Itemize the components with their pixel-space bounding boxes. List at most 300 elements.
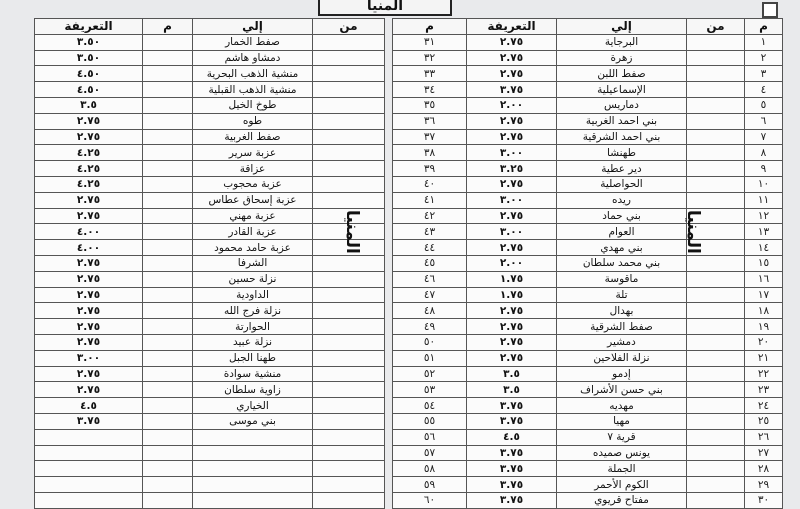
table-row xyxy=(35,366,385,382)
row-number: ٢٢ xyxy=(745,366,783,382)
row-from xyxy=(313,287,385,303)
row-fare: ٢.٧٥ xyxy=(467,350,557,366)
row-spacer xyxy=(143,461,193,477)
table-row xyxy=(393,240,783,256)
row-fare xyxy=(35,461,143,477)
row-from xyxy=(313,161,385,177)
row-fare: ٣.٠٠ xyxy=(35,350,143,366)
table-row xyxy=(393,34,783,50)
row-number: ٨ xyxy=(745,145,783,161)
row-from xyxy=(687,319,745,335)
row-number: ٤٨ xyxy=(393,303,467,319)
row-number: ٤٤ xyxy=(393,240,467,256)
row-number: ٥٤ xyxy=(393,398,467,414)
header-num: م xyxy=(745,19,783,35)
table-row xyxy=(393,66,783,82)
table-row xyxy=(35,176,385,192)
page-title: المنيا xyxy=(318,0,452,16)
row-from xyxy=(313,319,385,335)
row-spacer xyxy=(143,208,193,224)
row-from xyxy=(313,145,385,161)
row-from xyxy=(313,271,385,287)
vertical-origin-label-left: المنيا xyxy=(342,210,362,254)
table-row xyxy=(393,224,783,240)
row-from xyxy=(313,82,385,98)
row-number: ٤ xyxy=(745,82,783,98)
row-number: ١١ xyxy=(745,192,783,208)
row-destination: الداودية xyxy=(193,287,313,303)
table-row xyxy=(35,224,385,240)
row-fare: ٢.٧٥ xyxy=(467,240,557,256)
row-from xyxy=(313,97,385,113)
table-row xyxy=(393,208,783,224)
row-fare: ٢.٧٥ xyxy=(35,334,143,350)
row-from xyxy=(687,461,745,477)
row-spacer xyxy=(143,492,193,508)
row-from xyxy=(687,271,745,287)
row-destination: إدمو xyxy=(557,366,687,382)
table-row xyxy=(35,398,385,414)
row-fare: ٤.٠٠ xyxy=(35,224,143,240)
row-number: ٣٢ xyxy=(393,50,467,66)
row-from xyxy=(687,34,745,50)
row-from xyxy=(313,50,385,66)
row-fare: ٣.٥٠ xyxy=(35,34,143,50)
row-spacer xyxy=(143,398,193,414)
row-destination: بني احمد الغربية xyxy=(557,113,687,129)
row-number: ٥٧ xyxy=(393,445,467,461)
row-from xyxy=(687,429,745,445)
row-fare: ٣.٧٥ xyxy=(467,461,557,477)
row-destination: طوه xyxy=(193,113,313,129)
row-from xyxy=(687,129,745,145)
row-from xyxy=(313,113,385,129)
row-from xyxy=(313,255,385,271)
row-spacer xyxy=(143,176,193,192)
table-row xyxy=(393,82,783,98)
row-number: ٢٦ xyxy=(745,429,783,445)
row-number: ٥ xyxy=(745,97,783,113)
row-number: ٥١ xyxy=(393,350,467,366)
row-number: ٣٣ xyxy=(393,66,467,82)
row-from xyxy=(313,129,385,145)
row-destination: صفط الغربية xyxy=(193,129,313,145)
row-fare: ٣.٧٥ xyxy=(467,413,557,429)
row-fare: ٢.٧٥ xyxy=(35,319,143,335)
row-spacer xyxy=(143,50,193,66)
row-destination: بني محمد سلطان xyxy=(557,255,687,271)
row-number: ١٥ xyxy=(745,255,783,271)
row-number: ١٠ xyxy=(745,176,783,192)
row-spacer xyxy=(143,129,193,145)
row-fare: ٣.٧٥ xyxy=(467,398,557,414)
table-row xyxy=(393,303,783,319)
row-destination: زاوية سلطان xyxy=(193,382,313,398)
row-destination: العوام xyxy=(557,224,687,240)
row-from xyxy=(687,366,745,382)
row-destination: عزبة القادر xyxy=(193,224,313,240)
row-destination: الشرفا xyxy=(193,255,313,271)
row-number: ١٣ xyxy=(745,224,783,240)
row-number: ٤٣ xyxy=(393,224,467,240)
table-row xyxy=(393,445,783,461)
row-spacer xyxy=(143,287,193,303)
row-fare: ٢.٧٥ xyxy=(467,129,557,145)
table-row xyxy=(393,50,783,66)
table-row xyxy=(393,477,783,493)
row-destination: مهديه xyxy=(557,398,687,414)
row-spacer xyxy=(143,34,193,50)
table-row xyxy=(35,161,385,177)
header-num: م xyxy=(393,19,467,35)
row-number: ١٦ xyxy=(745,271,783,287)
fare-table-left xyxy=(34,18,385,509)
row-from xyxy=(687,287,745,303)
row-destination: قرية ٧ xyxy=(557,429,687,445)
row-from xyxy=(313,192,385,208)
row-spacer xyxy=(143,255,193,271)
row-spacer xyxy=(143,366,193,382)
table-row xyxy=(393,145,783,161)
row-number: ١٤ xyxy=(745,240,783,256)
row-spacer xyxy=(143,161,193,177)
table-row xyxy=(393,176,783,192)
row-fare: ٤.٠٠ xyxy=(35,240,143,256)
row-destination: نزلة عبيد xyxy=(193,334,313,350)
row-fare: ٣.٥٠ xyxy=(35,50,143,66)
table-row xyxy=(393,192,783,208)
row-destination: عزاقة xyxy=(193,161,313,177)
row-destination xyxy=(193,429,313,445)
row-fare: ٢.٧٥ xyxy=(467,303,557,319)
row-destination xyxy=(193,445,313,461)
row-spacer xyxy=(143,224,193,240)
row-number: ٤٦ xyxy=(393,271,467,287)
row-fare: ٣.٧٥ xyxy=(467,82,557,98)
row-spacer xyxy=(143,445,193,461)
row-fare: ٤.٥٠ xyxy=(35,66,143,82)
table-row xyxy=(393,492,783,508)
row-number: ٤٧ xyxy=(393,287,467,303)
row-from xyxy=(687,477,745,493)
row-number: ٣٧ xyxy=(393,129,467,145)
corner-checkbox-mark xyxy=(762,2,778,18)
row-destination: بني موسى xyxy=(193,413,313,429)
row-number: ٣٥ xyxy=(393,97,467,113)
row-from xyxy=(687,192,745,208)
header-row xyxy=(393,19,783,35)
table-row xyxy=(35,303,385,319)
row-number: ٢٨ xyxy=(745,461,783,477)
table-row xyxy=(35,445,385,461)
row-destination: نزلة الفلاحين xyxy=(557,350,687,366)
row-from xyxy=(687,350,745,366)
table-row xyxy=(393,319,783,335)
row-number: ٤٥ xyxy=(393,255,467,271)
table-row xyxy=(393,382,783,398)
row-fare: ٢.٧٥ xyxy=(35,129,143,145)
row-from xyxy=(687,176,745,192)
row-destination: عزبة مهني xyxy=(193,208,313,224)
row-fare: ٢.٧٥ xyxy=(35,303,143,319)
row-from xyxy=(687,303,745,319)
row-fare: ٣.٧٥ xyxy=(467,492,557,508)
row-fare: ٢.٧٥ xyxy=(35,287,143,303)
row-destination: منشية الذهب البحرية xyxy=(193,66,313,82)
row-number: ٤٠ xyxy=(393,176,467,192)
row-from xyxy=(687,413,745,429)
row-from xyxy=(687,82,745,98)
row-spacer xyxy=(143,240,193,256)
row-destination: بني احمد الشرقية xyxy=(557,129,687,145)
row-number: ٢ xyxy=(745,50,783,66)
table-row xyxy=(393,398,783,414)
table-row xyxy=(35,429,385,445)
row-fare: ٣.٥ xyxy=(35,97,143,113)
row-spacer xyxy=(143,97,193,113)
row-fare: ٢.٧٥ xyxy=(35,271,143,287)
row-destination: ماقوسة xyxy=(557,271,687,287)
row-number: ٣٦ xyxy=(393,113,467,129)
header-to: إلي xyxy=(193,19,313,35)
header-to: إلي xyxy=(557,19,687,35)
row-fare: ٣.٧٥ xyxy=(467,445,557,461)
table-row xyxy=(393,113,783,129)
row-destination: عزبة محجوب xyxy=(193,176,313,192)
row-number: ٤٩ xyxy=(393,319,467,335)
row-from xyxy=(313,492,385,508)
row-destination: عزبة حامد محمود xyxy=(193,240,313,256)
header-from: من xyxy=(687,19,745,35)
row-fare: ٣.٥ xyxy=(467,366,557,382)
row-number: ٥٦ xyxy=(393,429,467,445)
row-fare: ٢.٧٥ xyxy=(35,113,143,129)
row-from xyxy=(687,334,745,350)
row-from xyxy=(687,97,745,113)
table-row xyxy=(393,366,783,382)
row-number: ٩ xyxy=(745,161,783,177)
row-from xyxy=(313,34,385,50)
row-fare: ٤.٢٥ xyxy=(35,161,143,177)
row-fare: ٢.٧٥ xyxy=(467,113,557,129)
table-row xyxy=(35,192,385,208)
row-number: ٣٩ xyxy=(393,161,467,177)
row-number: ٦٠ xyxy=(393,492,467,508)
vertical-origin-label-right: المنيا xyxy=(683,210,703,254)
row-from xyxy=(687,382,745,398)
table-row xyxy=(35,97,385,113)
table-row xyxy=(35,82,385,98)
row-destination: صفط الخمار xyxy=(193,34,313,50)
row-number: ٣١ xyxy=(393,34,467,50)
table-row xyxy=(393,413,783,429)
table-row xyxy=(35,461,385,477)
row-destination: بهدال xyxy=(557,303,687,319)
table-row xyxy=(35,129,385,145)
table-row xyxy=(35,382,385,398)
header-row xyxy=(35,19,385,35)
table-row xyxy=(35,208,385,224)
row-number: ٤١ xyxy=(393,192,467,208)
row-destination: بني حسن الأشراف xyxy=(557,382,687,398)
row-number: ٧ xyxy=(745,129,783,145)
row-destination: الحواصلية xyxy=(557,176,687,192)
row-number: ٢٠ xyxy=(745,334,783,350)
row-number: ٥٥ xyxy=(393,413,467,429)
row-destination: منشية الذهب القبلية xyxy=(193,82,313,98)
row-number: ١ xyxy=(745,34,783,50)
table-row xyxy=(35,34,385,50)
table-row xyxy=(393,461,783,477)
table-row xyxy=(393,97,783,113)
row-number: ٥٨ xyxy=(393,461,467,477)
row-spacer xyxy=(143,66,193,82)
row-from xyxy=(687,445,745,461)
table-row xyxy=(35,334,385,350)
row-destination: طهنا الجبل xyxy=(193,350,313,366)
row-fare: ٢.٧٥ xyxy=(35,366,143,382)
row-destination xyxy=(193,477,313,493)
table-row xyxy=(35,319,385,335)
row-destination: دماريس xyxy=(557,97,687,113)
row-fare: ٢.٧٥ xyxy=(467,34,557,50)
table-row xyxy=(35,477,385,493)
table-row xyxy=(35,413,385,429)
row-destination xyxy=(193,492,313,508)
row-destination: دير عطية xyxy=(557,161,687,177)
table-row xyxy=(35,492,385,508)
row-destination: الخياري xyxy=(193,398,313,414)
row-fare: ٤.٢٥ xyxy=(35,176,143,192)
row-spacer xyxy=(143,271,193,287)
row-fare xyxy=(35,429,143,445)
row-number: ٥٣ xyxy=(393,382,467,398)
row-from xyxy=(313,398,385,414)
table-row xyxy=(393,255,783,271)
row-destination: صفط اللبن xyxy=(557,66,687,82)
row-from xyxy=(313,66,385,82)
table-row xyxy=(35,50,385,66)
row-destination: البرجاية xyxy=(557,34,687,50)
row-spacer xyxy=(143,350,193,366)
row-fare: ٣.٠٠ xyxy=(467,224,557,240)
row-spacer xyxy=(143,145,193,161)
row-number: ٣٨ xyxy=(393,145,467,161)
row-fare: ٢.٠٠ xyxy=(467,97,557,113)
table-row xyxy=(35,66,385,82)
row-fare: ١.٧٥ xyxy=(467,271,557,287)
row-fare: ٢.٧٥ xyxy=(467,319,557,335)
row-fare: ٢.٧٥ xyxy=(467,208,557,224)
row-number: ٦ xyxy=(745,113,783,129)
row-number: ١٧ xyxy=(745,287,783,303)
row-from xyxy=(313,461,385,477)
row-destination: دمشير xyxy=(557,334,687,350)
row-fare xyxy=(35,477,143,493)
row-destination: مهيا xyxy=(557,413,687,429)
row-destination: طهنشا xyxy=(557,145,687,161)
row-fare xyxy=(35,492,143,508)
row-fare: ٣.٠٠ xyxy=(467,145,557,161)
row-from xyxy=(687,161,745,177)
table-row xyxy=(35,240,385,256)
row-number: ٣٤ xyxy=(393,82,467,98)
row-spacer xyxy=(143,477,193,493)
row-number: ٥٠ xyxy=(393,334,467,350)
row-fare: ٢.٧٥ xyxy=(467,176,557,192)
row-destination: مفتاح قريوي xyxy=(557,492,687,508)
row-fare: ٤.٥٠ xyxy=(35,82,143,98)
row-spacer xyxy=(143,82,193,98)
row-destination: بني مهدي xyxy=(557,240,687,256)
table-row xyxy=(393,334,783,350)
table-row xyxy=(393,161,783,177)
row-destination: نزلة فرج الله xyxy=(193,303,313,319)
row-fare xyxy=(35,445,143,461)
header-from: من xyxy=(313,19,385,35)
table-row xyxy=(393,271,783,287)
row-destination: تلة xyxy=(557,287,687,303)
row-number: ٢٩ xyxy=(745,477,783,493)
row-fare: ٣.٢٥ xyxy=(467,161,557,177)
row-destination: طوخ الخيل xyxy=(193,97,313,113)
row-from xyxy=(687,492,745,508)
row-destination xyxy=(193,461,313,477)
row-destination: عزبة إسحاق عطاس xyxy=(193,192,313,208)
header-fare: التعريفة xyxy=(467,19,557,35)
table-row xyxy=(35,287,385,303)
row-fare: ٣.٥ xyxy=(467,382,557,398)
row-fare: ٤.٥ xyxy=(35,398,143,414)
row-fare: ٢.٧٥ xyxy=(35,382,143,398)
row-spacer xyxy=(143,334,193,350)
header-num: م xyxy=(143,19,193,35)
row-fare: ٣.٧٥ xyxy=(467,477,557,493)
row-number: ٢٧ xyxy=(745,445,783,461)
row-fare: ٢.٧٥ xyxy=(467,50,557,66)
row-from xyxy=(313,445,385,461)
row-from xyxy=(687,50,745,66)
row-fare: ١.٧٥ xyxy=(467,287,557,303)
row-from xyxy=(687,255,745,271)
row-number: ٤٢ xyxy=(393,208,467,224)
table-row xyxy=(393,287,783,303)
table-row xyxy=(393,350,783,366)
table-row xyxy=(35,255,385,271)
row-spacer xyxy=(143,192,193,208)
row-from xyxy=(313,382,385,398)
row-number: ٢٤ xyxy=(745,398,783,414)
row-from xyxy=(687,113,745,129)
row-number: ١٨ xyxy=(745,303,783,319)
row-destination: الإسماعيلية xyxy=(557,82,687,98)
row-destination: الكوم الأحمر xyxy=(557,477,687,493)
row-spacer xyxy=(143,303,193,319)
row-from xyxy=(313,429,385,445)
row-from xyxy=(687,145,745,161)
row-fare: ٤.٢٥ xyxy=(35,145,143,161)
row-number: ٢١ xyxy=(745,350,783,366)
row-number: ٢٣ xyxy=(745,382,783,398)
fare-table-right xyxy=(392,18,783,509)
row-from xyxy=(313,350,385,366)
row-spacer xyxy=(143,113,193,129)
row-destination: عزبة سرير xyxy=(193,145,313,161)
row-from xyxy=(687,398,745,414)
table-row xyxy=(35,113,385,129)
row-number: ٣٠ xyxy=(745,492,783,508)
row-fare: ٢.٧٥ xyxy=(35,208,143,224)
